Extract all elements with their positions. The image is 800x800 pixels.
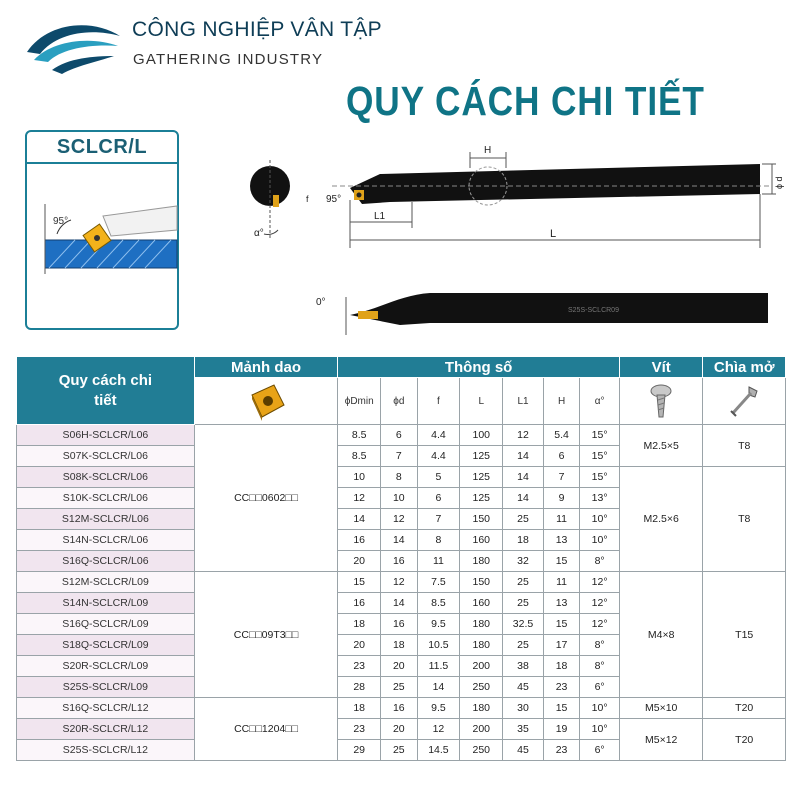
header-screw: Vít	[619, 357, 703, 378]
screw-size-cell: M2.5×6	[619, 467, 703, 572]
header-specs: Thông số	[338, 357, 620, 378]
param-cell-dmin: 16	[338, 530, 381, 551]
model-code-cell: S08K-SCLCR/L06	[17, 467, 195, 488]
model-code-cell: S14N-SCLCR/L06	[17, 530, 195, 551]
param-cell-d: 7	[381, 446, 417, 467]
param-cell-L1: 45	[503, 740, 544, 761]
param-cell-L1: 38	[503, 656, 544, 677]
header-key: Chìa mở	[703, 357, 786, 378]
brand-name-en: GATHERING INDUSTRY	[133, 51, 324, 68]
param-cell-L: 160	[460, 530, 503, 551]
param-cell-L: 250	[460, 740, 503, 761]
param-cell-dmin: 8.5	[338, 446, 381, 467]
param-cell-L1: 35	[503, 719, 544, 740]
holder-top-drawing	[300, 285, 780, 345]
param-cell-dmin: 12	[338, 488, 381, 509]
param-cell-dmin: 23	[338, 656, 381, 677]
param-cell-alpha: 8°	[580, 635, 620, 656]
param-cell-alpha: 6°	[580, 677, 620, 698]
param-cell-dmin: 28	[338, 677, 381, 698]
insert-code-cell: CC□□0602□□	[194, 425, 338, 572]
param-cell-f: 5	[417, 467, 460, 488]
model-card	[25, 130, 179, 330]
param-cell-H: 6	[543, 446, 579, 467]
param-cell-d: 25	[381, 677, 417, 698]
param-cell-d: 6	[381, 425, 417, 446]
param-cell-alpha: 12°	[580, 593, 620, 614]
param-cell-H: 15	[543, 614, 579, 635]
screw-size-cell: M5×12	[619, 719, 703, 761]
param-cell-dmin: 10	[338, 467, 381, 488]
param-cell-L: 180	[460, 551, 503, 572]
holder-side-drawing	[240, 140, 784, 250]
param-cell-L1: 14	[503, 467, 544, 488]
insert-code-cell: CC□□09T3□□	[194, 572, 338, 698]
table-row	[17, 698, 786, 719]
header-model: Quy cách chi tiết	[17, 357, 195, 425]
model-code-cell: S16Q-SCLCR/L12	[17, 698, 195, 719]
param-cell-L: 180	[460, 614, 503, 635]
param-cell-f: 9.5	[417, 614, 460, 635]
model-code-cell: S25S-SCLCR/L12	[17, 740, 195, 761]
bar-marking: S25S-SCLCR09	[568, 307, 619, 314]
param-cell-L1: 14	[503, 446, 544, 467]
param-cell-L: 125	[460, 467, 503, 488]
param-cell-d: 14	[381, 593, 417, 614]
screw-icon	[619, 378, 703, 425]
param-cell-alpha: 15°	[580, 467, 620, 488]
angle-0-label: 0°	[316, 297, 326, 308]
param-cell-alpha: 8°	[580, 656, 620, 677]
param-cell-f: 4.4	[417, 425, 460, 446]
param-cell-L1: 18	[503, 530, 544, 551]
table-row	[17, 719, 786, 740]
param-cell-d: 12	[381, 572, 417, 593]
param-cell-alpha: 13°	[580, 488, 620, 509]
param-cell-L: 180	[460, 635, 503, 656]
param-cell-d: 10	[381, 488, 417, 509]
param-cell-L1: 25	[503, 572, 544, 593]
param-cell-H: 9	[543, 488, 579, 509]
brand-name-vn: CÔNG NGHIỆP VÂN TẬP	[132, 18, 382, 41]
param-cell-H: 13	[543, 593, 579, 614]
param-cell-L: 100	[460, 425, 503, 446]
param-cell-f: 10.5	[417, 635, 460, 656]
model-code-cell: S18Q-SCLCR/L09	[17, 635, 195, 656]
insert-icon	[194, 378, 338, 425]
param-cell-L: 160	[460, 593, 503, 614]
param-cell-alpha: 10°	[580, 719, 620, 740]
param-cell-L1: 25	[503, 635, 544, 656]
boring-illustration	[27, 164, 177, 329]
param-header-f: f	[417, 378, 460, 425]
param-cell-dmin: 20	[338, 635, 381, 656]
param-cell-f: 14.5	[417, 740, 460, 761]
d-dim-label: ϕ d	[774, 176, 784, 189]
param-cell-f: 7	[417, 509, 460, 530]
param-cell-d: 16	[381, 614, 417, 635]
company-logo	[22, 14, 122, 78]
param-cell-d: 18	[381, 635, 417, 656]
param-cell-H: 17	[543, 635, 579, 656]
param-cell-dmin: 18	[338, 698, 381, 719]
key-size-cell: T20	[703, 719, 786, 761]
param-header-L1: L1	[503, 378, 544, 425]
param-cell-dmin: 14	[338, 509, 381, 530]
param-cell-dmin: 23	[338, 719, 381, 740]
spec-table-body	[17, 425, 786, 761]
param-header-dmin: ϕDmin	[338, 378, 381, 425]
param-cell-f: 12	[417, 719, 460, 740]
param-cell-dmin: 16	[338, 593, 381, 614]
param-cell-L: 250	[460, 677, 503, 698]
param-cell-H: 19	[543, 719, 579, 740]
param-cell-d: 12	[381, 509, 417, 530]
model-label: SCLCR/L	[27, 132, 177, 164]
param-cell-d: 20	[381, 656, 417, 677]
param-cell-L: 125	[460, 446, 503, 467]
model-code-cell: S16Q-SCLCR/L06	[17, 551, 195, 572]
param-cell-dmin: 8.5	[338, 425, 381, 446]
param-cell-H: 15	[543, 698, 579, 719]
param-cell-dmin: 29	[338, 740, 381, 761]
model-code-cell: S12M-SCLCR/L06	[17, 509, 195, 530]
param-cell-L: 200	[460, 656, 503, 677]
param-cell-f: 4.4	[417, 446, 460, 467]
param-cell-L1: 32.5	[503, 614, 544, 635]
param-cell-alpha: 8°	[580, 551, 620, 572]
param-cell-alpha: 6°	[580, 740, 620, 761]
param-cell-H: 23	[543, 677, 579, 698]
model-code-cell: S06H-SCLCR/L06	[17, 425, 195, 446]
key-size-cell: T20	[703, 698, 786, 719]
param-cell-f: 8.5	[417, 593, 460, 614]
model-code-cell: S10K-SCLCR/L06	[17, 488, 195, 509]
param-cell-alpha: 15°	[580, 425, 620, 446]
param-cell-L: 125	[460, 488, 503, 509]
model-code-cell: S25S-SCLCR/L09	[17, 677, 195, 698]
param-cell-L: 150	[460, 572, 503, 593]
l1-dim-label: L1	[374, 211, 386, 222]
angle-95-label: 95°	[326, 194, 342, 205]
param-cell-d: 16	[381, 551, 417, 572]
param-cell-alpha: 12°	[580, 572, 620, 593]
table-row	[17, 572, 786, 593]
param-header-L: L	[460, 378, 503, 425]
param-cell-alpha: 10°	[580, 509, 620, 530]
h-dim-label: H	[484, 145, 492, 156]
param-cell-H: 11	[543, 509, 579, 530]
f-dim-label: f	[306, 194, 309, 204]
param-cell-H: 13	[543, 530, 579, 551]
param-cell-alpha: 10°	[580, 698, 620, 719]
param-cell-d: 16	[381, 698, 417, 719]
model-angle-label: 95°	[53, 216, 69, 227]
param-cell-d: 14	[381, 530, 417, 551]
key-size-cell: T8	[703, 425, 786, 467]
model-code-cell: S16Q-SCLCR/L09	[17, 614, 195, 635]
param-cell-alpha: 15°	[580, 446, 620, 467]
param-cell-dmin: 15	[338, 572, 381, 593]
header-insert: Mảnh dao	[194, 357, 338, 378]
model-code-cell: S14N-SCLCR/L09	[17, 593, 195, 614]
table-row	[17, 467, 786, 488]
model-code-cell: S07K-SCLCR/L06	[17, 446, 195, 467]
param-cell-d: 8	[381, 467, 417, 488]
param-cell-H: 5.4	[543, 425, 579, 446]
screw-size-cell: M4×8	[619, 572, 703, 698]
param-cell-f: 11	[417, 551, 460, 572]
model-code-cell: S20R-SCLCR/L09	[17, 656, 195, 677]
key-icon	[703, 378, 786, 425]
param-header-d: ϕd	[381, 378, 417, 425]
l-dim-label: L	[550, 228, 557, 240]
param-cell-L: 180	[460, 698, 503, 719]
param-cell-L1: 25	[503, 593, 544, 614]
key-size-cell: T8	[703, 467, 786, 572]
param-cell-L1: 30	[503, 698, 544, 719]
param-header-alpha: α°	[580, 378, 620, 425]
screw-size-cell: M5×10	[619, 698, 703, 719]
param-cell-H: 18	[543, 656, 579, 677]
param-cell-d: 25	[381, 740, 417, 761]
param-cell-dmin: 20	[338, 551, 381, 572]
param-cell-f: 11.5	[417, 656, 460, 677]
param-cell-H: 23	[543, 740, 579, 761]
param-cell-f: 7.5	[417, 572, 460, 593]
param-cell-L1: 32	[503, 551, 544, 572]
param-cell-alpha: 10°	[580, 530, 620, 551]
insert-code-cell: CC□□1204□□	[194, 698, 338, 761]
param-cell-L: 200	[460, 719, 503, 740]
param-cell-f: 6	[417, 488, 460, 509]
param-cell-H: 7	[543, 467, 579, 488]
param-cell-L: 150	[460, 509, 503, 530]
model-code-cell: S12M-SCLCR/L09	[17, 572, 195, 593]
screw-size-cell: M2.5×5	[619, 425, 703, 467]
table-row	[17, 425, 786, 446]
param-cell-L1: 14	[503, 488, 544, 509]
param-cell-f: 9.5	[417, 698, 460, 719]
param-cell-L1: 25	[503, 509, 544, 530]
param-cell-d: 20	[381, 719, 417, 740]
param-cell-f: 14	[417, 677, 460, 698]
param-cell-L1: 12	[503, 425, 544, 446]
param-cell-H: 11	[543, 572, 579, 593]
param-cell-dmin: 18	[338, 614, 381, 635]
param-cell-alpha: 12°	[580, 614, 620, 635]
page-title: QUY CÁCH CHI TIẾT	[346, 78, 705, 124]
model-code-cell: S20R-SCLCR/L12	[17, 719, 195, 740]
param-header-H: H	[543, 378, 579, 425]
key-size-cell: T15	[703, 572, 786, 698]
spec-table	[16, 356, 786, 761]
param-cell-f: 8	[417, 530, 460, 551]
param-cell-L1: 45	[503, 677, 544, 698]
alpha-angle-label: α°	[254, 228, 264, 239]
param-cell-H: 15	[543, 551, 579, 572]
